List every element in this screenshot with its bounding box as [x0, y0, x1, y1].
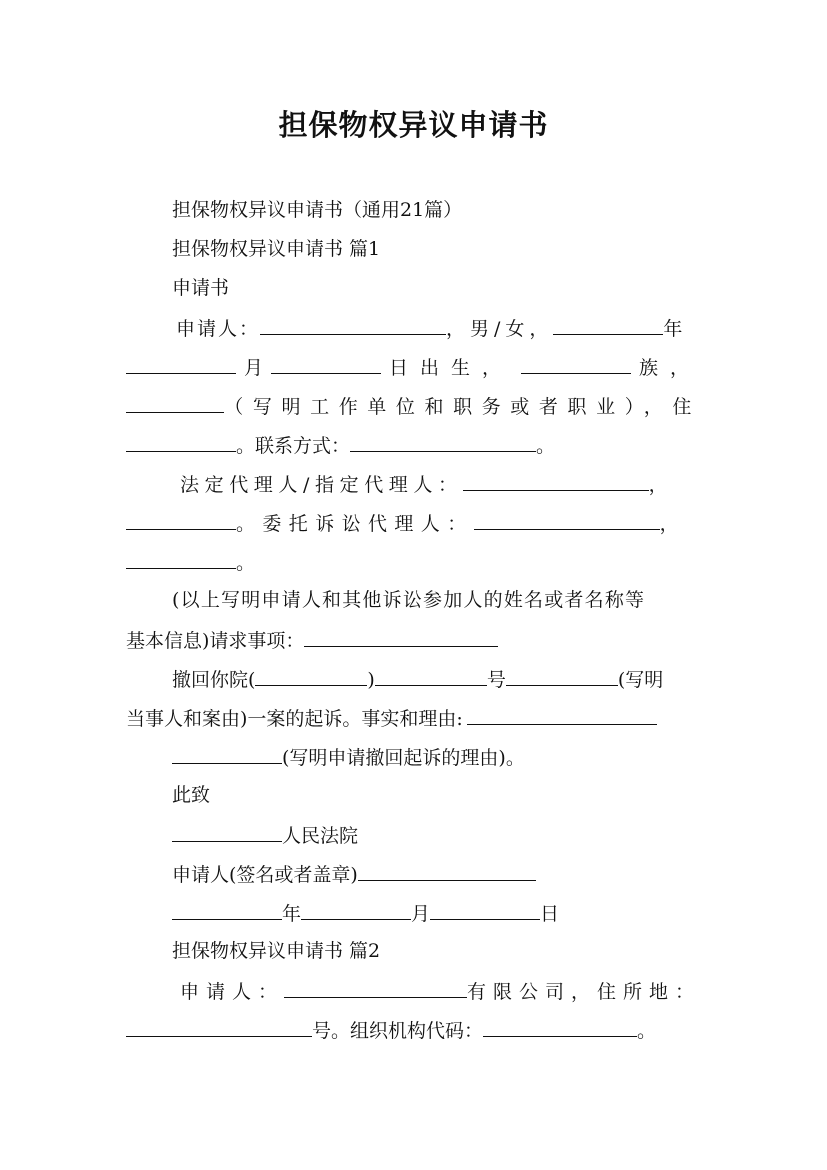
case-text: 当事人和案由)一案的起诉。事实和理由: — [126, 708, 463, 730]
date-line — [172, 900, 559, 926]
entrusted-end-line — [126, 549, 701, 575]
withdraw-b: ) — [367, 669, 375, 691]
birth-year-blank — [553, 315, 663, 335]
reason-line — [172, 744, 525, 770]
address-number-blank — [126, 1017, 312, 1037]
withdraw-a: 撤回你院( — [172, 669, 256, 691]
case-code-blank — [375, 666, 487, 686]
withdraw-d: (写明 — [617, 669, 664, 691]
period-text: 。 — [536, 435, 556, 457]
entrusted-label: 。委托诉讼代理人： — [236, 513, 474, 535]
case-line — [126, 705, 701, 731]
work-blank — [126, 393, 224, 413]
company-label: 申请人： — [180, 981, 285, 1003]
court-line — [172, 822, 358, 848]
court-text: 人民法院 — [282, 825, 359, 847]
page-title: 担保物权异议申请书 — [278, 108, 549, 142]
company-line — [180, 978, 701, 1004]
agent-line — [180, 471, 701, 497]
date-month: 月 — [411, 903, 431, 925]
agent-detail-blank — [126, 510, 236, 530]
reason-blank — [467, 705, 657, 725]
applicant-label: 申请人： — [176, 318, 261, 340]
date-day: 日 — [540, 903, 560, 925]
part2-heading: 担保物权异议申请书 篇2 — [172, 940, 381, 962]
withdraw-line — [172, 666, 701, 692]
contact-blank — [350, 432, 536, 452]
ethnic-blank — [521, 354, 631, 374]
agent-label: 法定代理人/指定代理人： — [180, 474, 463, 496]
work-line — [126, 393, 701, 419]
birth-month-blank — [126, 354, 236, 374]
gender-text: ，男/女， — [446, 318, 554, 340]
part1-heading: 担保物权异议申请书 篇1 — [172, 238, 381, 260]
court-blank — [172, 822, 282, 842]
number-text: 号。组织机构代码： — [312, 1020, 484, 1042]
end-text: 。 — [637, 1020, 657, 1042]
company-address-line — [126, 1017, 701, 1043]
applicant-name-blank — [260, 315, 446, 335]
ethnic-text: 族， — [638, 357, 701, 379]
entrusted-detail-blank — [126, 549, 236, 569]
contact-label: 。联系方式： — [236, 435, 351, 457]
entrusted-blank — [474, 510, 660, 530]
sign-text: 申请人(签名或者盖章) — [172, 864, 358, 886]
month-text: 月 — [243, 357, 263, 379]
date-day-blank — [430, 900, 540, 920]
reason-blank-2 — [172, 744, 282, 764]
note-line-1: (以上写明申请人和其他诉讼参加人的姓名或者名称等 — [172, 589, 646, 611]
sign-blank — [358, 861, 536, 881]
subtitle: 担保物权异议申请书（通用21篇） — [172, 199, 463, 221]
entrusted-line — [126, 510, 701, 536]
period-text-2: 。 — [236, 552, 256, 574]
part1-label: 申请书 — [172, 277, 230, 299]
day-born-text: 日出生， — [388, 357, 513, 379]
comma-text: ， — [648, 474, 668, 496]
year-text: 年 — [663, 318, 683, 340]
request-blank — [304, 627, 498, 647]
contact-line — [126, 432, 701, 458]
address-blank — [126, 432, 236, 452]
agent-blank — [463, 471, 649, 491]
request-label: 基本信息)请求事项： — [126, 630, 305, 652]
date-year-blank — [172, 900, 282, 920]
applicant-line — [176, 315, 701, 341]
reason-note: (写明申请撤回起诉的理由)。 — [282, 747, 525, 769]
sign-line — [172, 861, 536, 887]
case-number-blank — [506, 666, 618, 686]
court-year-blank — [255, 666, 367, 686]
company-text: 有限公司，住所地： — [466, 981, 701, 1003]
org-code-blank — [483, 1017, 637, 1037]
comma-text-2: ， — [659, 513, 679, 535]
work-note: （写明工作单位和职务或者职业），住 — [224, 396, 701, 418]
company-name-blank — [284, 978, 467, 998]
regards: 此致 — [172, 784, 211, 806]
date-year: 年 — [282, 903, 302, 925]
withdraw-c: 号 — [486, 669, 506, 691]
note-line-2 — [126, 627, 701, 653]
birth-day-blank — [271, 354, 381, 374]
date-month-blank — [301, 900, 411, 920]
birth-line — [126, 354, 701, 380]
